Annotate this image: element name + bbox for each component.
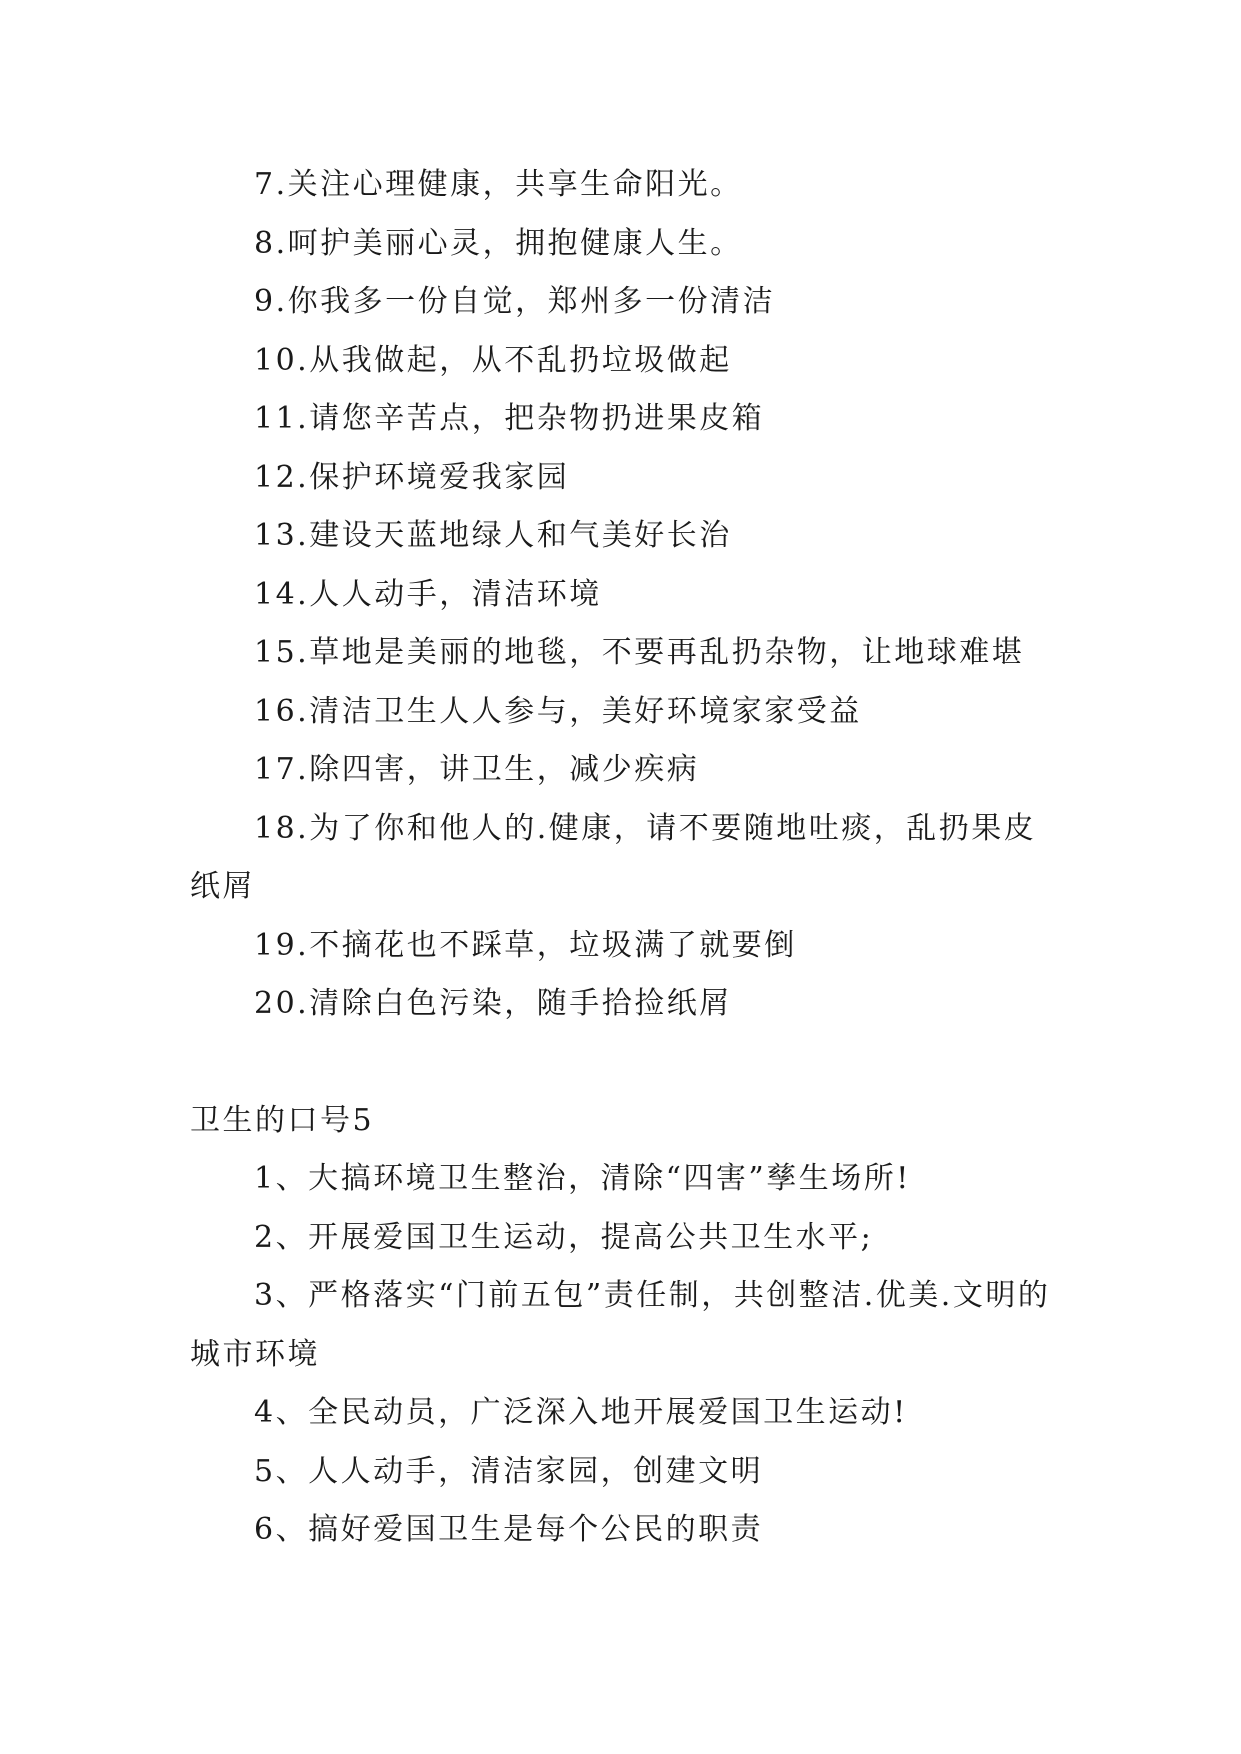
slogan-item: 9.你我多一份自觉，郑州多一份清洁 <box>254 284 776 319</box>
section-heading: 卫生的口号5 <box>190 1102 375 1138</box>
slogan-item: 1、大搞环境卫生整治，清除“四害”孳生场所! <box>254 1161 911 1196</box>
document-body <box>190 156 1060 1560</box>
slogan-item: 4、全民动员，广泛深入地开展爱国卫生运动! <box>254 1395 908 1430</box>
slogan-item: 16.清洁卫生人人参与，美好环境家家受益 <box>254 693 862 729</box>
slogan-item: 3、严格落实“门前五包”责任制，共创整洁.优美.文明的城市环境 <box>190 1278 1051 1372</box>
slogan-item: 11.请您辛苦点，把杂物扔进果皮箱 <box>254 401 765 436</box>
slogan-list-continued <box>190 156 1060 1034</box>
slogan-item: 15.草地是美丽的地毯，不要再乱扔杂物，让地球难堪 <box>254 635 1025 670</box>
slogan-item: 6、搞好爱国卫生是每个公民的职责 <box>254 1512 764 1547</box>
slogan-item: 5、人人动手，清洁家园，创建文明 <box>254 1453 764 1489</box>
slogan-item: 12.保护环境爱我家园 <box>254 459 570 495</box>
slogan-item: 20.清除白色污染，随手拾捡纸屑 <box>254 986 732 1021</box>
slogan-item: 7.关注心理健康，共享生命阳光。 <box>254 167 743 202</box>
slogan-item: 17.除四害，讲卫生，减少疾病 <box>254 752 700 787</box>
slogan-item: 19.不摘花也不踩草，垃圾满了就要倒 <box>254 927 797 963</box>
slogan-item: 18.为了你和他人的.健康，请不要随地吐痰，乱扔果皮纸屑 <box>190 810 1037 904</box>
slogan-item: 10.从我做起，从不乱扔垃圾做起 <box>254 342 732 378</box>
slogan-item: 14.人人动手，清洁环境 <box>254 576 602 612</box>
slogan-item: 2、开展爱国卫生运动，提高公共卫生水平; <box>254 1219 874 1255</box>
section-spacer <box>190 1034 1060 1092</box>
slogan-item: 8.呵护美丽心灵，拥抱健康人生。 <box>254 225 743 261</box>
slogan-list-5 <box>190 1150 1060 1560</box>
slogan-item: 13.建设天蓝地绿人和气美好长治 <box>254 518 732 553</box>
